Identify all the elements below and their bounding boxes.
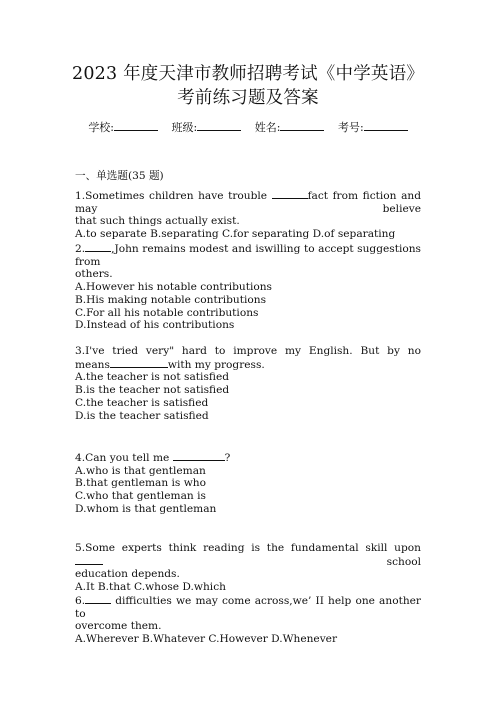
question-4-option-b: B.that gentleman is who bbox=[75, 477, 206, 490]
exam-title-line-2: 考前练习题及答案 bbox=[177, 88, 319, 108]
question-6-options: A.Wherever B.Whatever C.However D.Whenever bbox=[75, 633, 338, 646]
question-6-stem-line-2: overcome them. bbox=[75, 620, 162, 633]
question-1-options: A.to separate B.separating C.for separating D.of separating bbox=[75, 228, 396, 241]
section-heading: 一、单选题(35 题) bbox=[75, 170, 164, 182]
name-blank[interactable] bbox=[280, 120, 324, 131]
answer-blank bbox=[110, 358, 168, 368]
question-2-option-a: A.However his notable contributions bbox=[75, 281, 272, 294]
exam-number-label: 考号: bbox=[337, 121, 364, 134]
school-blank[interactable] bbox=[114, 120, 158, 131]
answer-blank bbox=[75, 555, 103, 565]
question-6-stem-line-1: 6. difficulties we may come across,we’ II help one another to bbox=[75, 595, 421, 620]
question-1 bbox=[75, 189, 421, 241]
question-2-stem-line-1: 2. ,John remains modest and iswilling to accept suggestions from bbox=[75, 243, 421, 268]
question-5 bbox=[75, 542, 421, 594]
question-4-option-a: A.who is that gentleman bbox=[75, 464, 206, 477]
name-label: 姓名: bbox=[254, 121, 281, 134]
question-3-option-d: D.is the teacher satisfied bbox=[75, 409, 209, 422]
question-4-option-c: C.who that gentleman is bbox=[75, 490, 206, 503]
school-label: 学校: bbox=[88, 121, 115, 134]
answer-blank bbox=[173, 451, 225, 461]
question-4 bbox=[75, 451, 421, 516]
student-info-fields bbox=[0, 120, 496, 135]
class-blank[interactable] bbox=[197, 120, 241, 131]
question-4-stem-line-1: 4.Can you tell me ? bbox=[75, 452, 231, 464]
question-3-option-b: B.is the teacher not satisfied bbox=[75, 384, 230, 397]
question-3-stem-line-1: 3.I've tried very" hard to improve my English. But by no bbox=[75, 345, 421, 357]
answer-blank bbox=[272, 189, 308, 199]
question-1-stem-line-1: 1.Sometimes children have trouble fact from fiction and may believe bbox=[75, 190, 421, 215]
question-3 bbox=[75, 345, 421, 422]
question-6 bbox=[75, 594, 421, 646]
exam-number-blank[interactable] bbox=[364, 120, 408, 131]
question-2 bbox=[75, 242, 421, 332]
question-2-option-d: D.Instead of his contributions bbox=[75, 319, 235, 332]
question-3-option-a: A.the teacher is not satisfied bbox=[75, 371, 230, 384]
question-3-stem-line-2: means with my progress. bbox=[75, 358, 265, 371]
class-label: 班级: bbox=[171, 121, 198, 134]
question-2-stem-line-2: others. bbox=[75, 268, 113, 281]
exam-title-line-1: 2023 年度天津市教师招聘考试《中学英语》 bbox=[72, 64, 424, 84]
question-5-options: A.It B.that C.whose D.which bbox=[75, 581, 226, 594]
answer-blank bbox=[85, 242, 111, 252]
question-5-stem-line-1: 5.Some experts think reading is the fundamental skill upon school bbox=[75, 542, 421, 568]
question-3-option-c: C.the teacher is satisfied bbox=[75, 396, 209, 409]
question-5-stem-line-2: education depends. bbox=[75, 568, 180, 581]
question-1-stem-line-2: that such things actually exist. bbox=[75, 215, 240, 228]
question-2-option-b: B.His making notable contributions bbox=[75, 293, 267, 306]
answer-blank bbox=[85, 594, 111, 604]
question-4-option-d: D.whom is that gentleman bbox=[75, 502, 217, 515]
question-2-option-c: C.For all his notable contributions bbox=[75, 306, 259, 319]
